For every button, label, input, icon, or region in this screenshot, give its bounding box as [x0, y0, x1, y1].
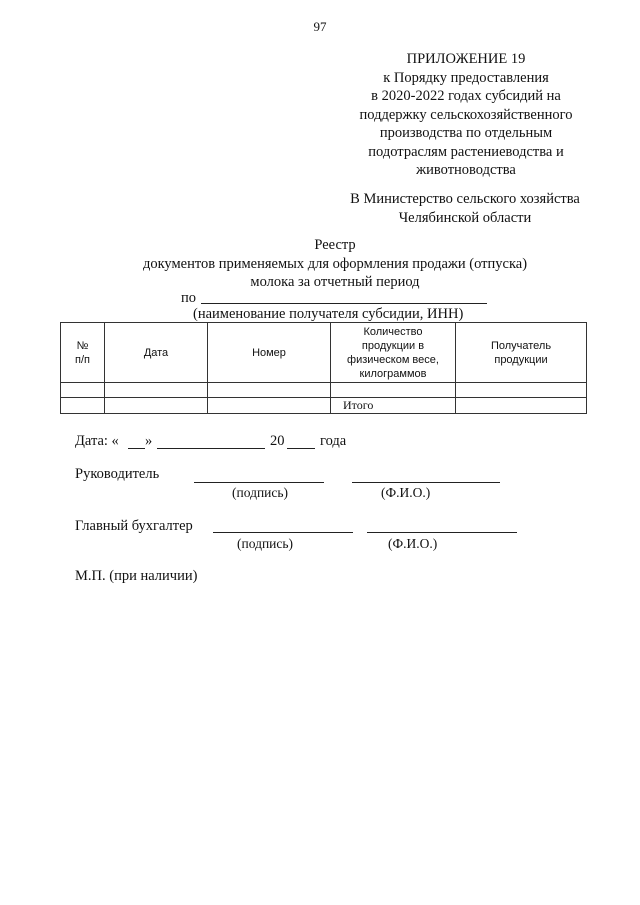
register-title: Реестр — [314, 237, 356, 253]
header-num: № п/п — [61, 323, 105, 383]
recipient-name-line — [201, 303, 487, 304]
accountant-label: Главный бухгалтер — [75, 518, 193, 534]
head-signature-caption: (подпись) — [232, 485, 289, 500]
year-line — [287, 448, 315, 449]
appendix-line: поддержку сельскохозяйственного — [359, 106, 573, 123]
table-cell — [456, 398, 587, 414]
appendix-title: ПРИЛОЖЕНИЕ 19 — [406, 51, 526, 67]
date-prefix: Дата: « — [75, 433, 119, 449]
year-prefix: 20 — [270, 433, 285, 449]
head-name-caption: (Ф.И.О.) — [381, 485, 431, 500]
recipient-caption: (наименование получателя субсидии, ИНН) — [193, 306, 464, 322]
table-total-row — [61, 398, 587, 414]
appendix-line: подотраслям растениеводства и — [368, 143, 564, 160]
po-label: по — [181, 290, 197, 306]
accountant-name-line — [367, 532, 517, 533]
table-cell — [331, 383, 456, 398]
appendix-line: к Порядку предоставления — [383, 69, 549, 86]
table-cell — [61, 398, 105, 414]
register-subtitle: документов применяемых для оформления продажи (отпуска) — [142, 255, 528, 272]
day-line — [128, 448, 145, 449]
header-date: Дата — [105, 323, 208, 383]
appendix-line: животноводства — [416, 162, 516, 178]
head-label: Руководитель — [75, 466, 160, 482]
table-row — [61, 383, 587, 398]
table-header-row — [61, 323, 587, 383]
table-cell — [105, 383, 208, 398]
header-number: Номер — [208, 323, 331, 383]
table-cell — [208, 398, 331, 414]
register-heading — [0, 236, 640, 292]
date-quote-close: » — [145, 433, 153, 449]
accountant-signature-caption: (подпись) — [237, 536, 294, 551]
table-cell — [208, 383, 331, 398]
stamp-place: М.П. (при наличии) — [75, 568, 198, 584]
appendix-line: в 2020-2022 годах субсидий на — [371, 88, 561, 104]
accountant-signature-line — [213, 532, 353, 533]
head-signature-line — [194, 482, 324, 483]
appendix-block — [336, 50, 596, 180]
addressee-line1: В Министерство сельского хозяйства — [350, 191, 580, 207]
page-number: 97 — [313, 19, 327, 34]
table-cell — [61, 383, 105, 398]
appendix-line: производства по отдельным — [379, 125, 553, 141]
date-suffix: года — [320, 433, 347, 449]
table-cell — [456, 383, 587, 398]
register-table — [60, 322, 587, 414]
accountant-name-caption: (Ф.И.О.) — [388, 536, 438, 551]
head-name-line — [352, 482, 500, 483]
month-line — [157, 448, 265, 449]
addressee-block — [330, 190, 600, 227]
table-cell — [105, 398, 208, 414]
register-period: молока за отчетный период — [250, 274, 420, 290]
header-recipient: Получатель продукции — [456, 323, 587, 383]
total-label: Итого — [331, 398, 456, 414]
header-quantity: Количество продукции в физическом весе, килограммов — [331, 323, 456, 383]
addressee-line2: Челябинской области — [398, 209, 532, 226]
